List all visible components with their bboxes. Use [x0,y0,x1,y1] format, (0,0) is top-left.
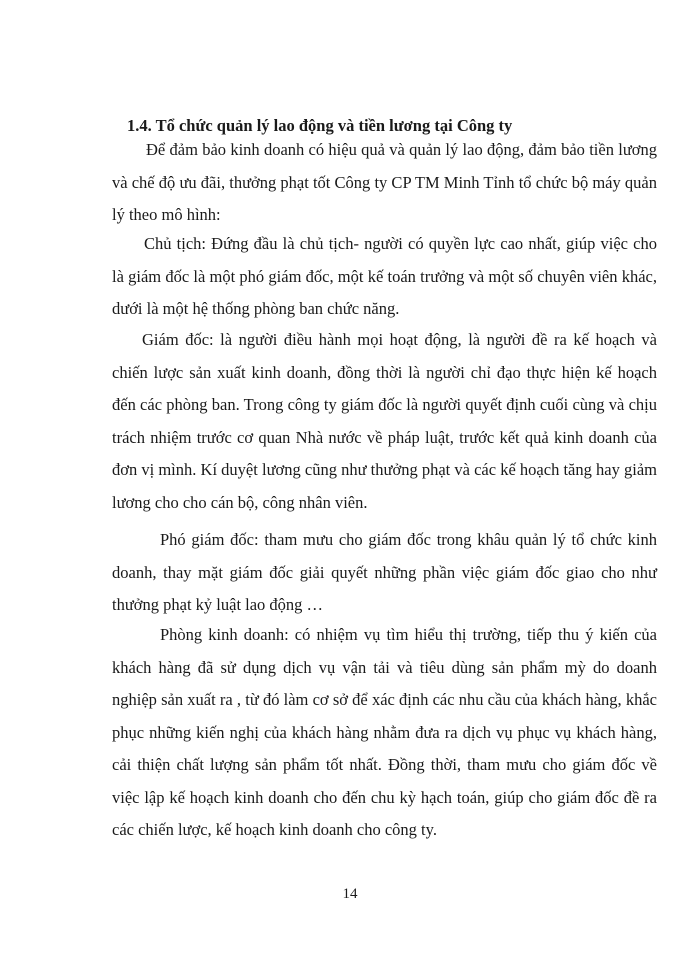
section-heading: 1.4. Tổ chức quản lý lao động và tiền lương tại Công ty [127,116,513,135]
page-number: 14 [342,886,358,902]
paragraph-business-department: Phòng kinh doanh: có nhiệm vụ tìm hiểu thị trường, tiếp thu ý kiến của khách hàng đã sử dụng dịch vụ vận tải và tiêu dùng sản phẩm mỳ do doanh nghiệp sản xuất ra , từ đó làm cơ sở để xác định các nhu cầu của khách hàng, khắc phục những kiến nghị của khách hàng nhằm đưa ra dịch vụ phục vụ khách hàng, cải thiện chất lượng sản phẩm tốt nhất. Đồng thời, tham mưu cho giám đốc về việc lập kế hoạch kinh doanh cho đến chu kỳ hạch toán, giúp cho giám đốc đề ra các chiến lược, kế hoạch kinh doanh cho công ty. [112,625,657,839]
paragraph-intro: Để đảm bảo kinh doanh có hiệu quả và quản lý lao động, đảm bảo tiền lương và chế độ ưu đãi, thưởng phạt tốt Công ty CP TM Minh Tỉnh tổ chức bộ máy quản lý theo mô hình: [112,140,657,224]
paragraph-deputy-director: Phó giám đốc: tham mưu cho giám đốc trong khâu quản lý tổ chức kinh doanh, thay mặt giám đốc giải quyết những phần việc giám đốc giao cho như thưởng phạt kỷ luật lao động … [112,530,657,614]
paragraph-chairman: Chủ tịch: Đứng đầu là chủ tịch- người có quyền lực cao nhất, giúp việc cho là giám đốc là một phó giám đốc, một kế toán trưởng và một số chuyên viên khác, dưới là một hệ thống phòng ban chức năng. [112,234,657,318]
paragraph-director: Giám đốc: là người điều hành mọi hoạt động, là người đề ra kế hoạch và chiến lược sản xuất kinh doanh, đồng thời là người chỉ đạo thực hiện kế hoạch đến các phòng ban. Trong công ty giám đốc là người quyết định cuối cùng và chịu trách nhiệm trước cơ quan Nhà nước về pháp luật, trước kết quả kinh doanh của đơn vị mình. Kí duyệt lương cũng như thưởng phạt và các kế hoạch tăng hay giảm lương cho cho cán bộ, công nhân viên. [112,330,657,512]
